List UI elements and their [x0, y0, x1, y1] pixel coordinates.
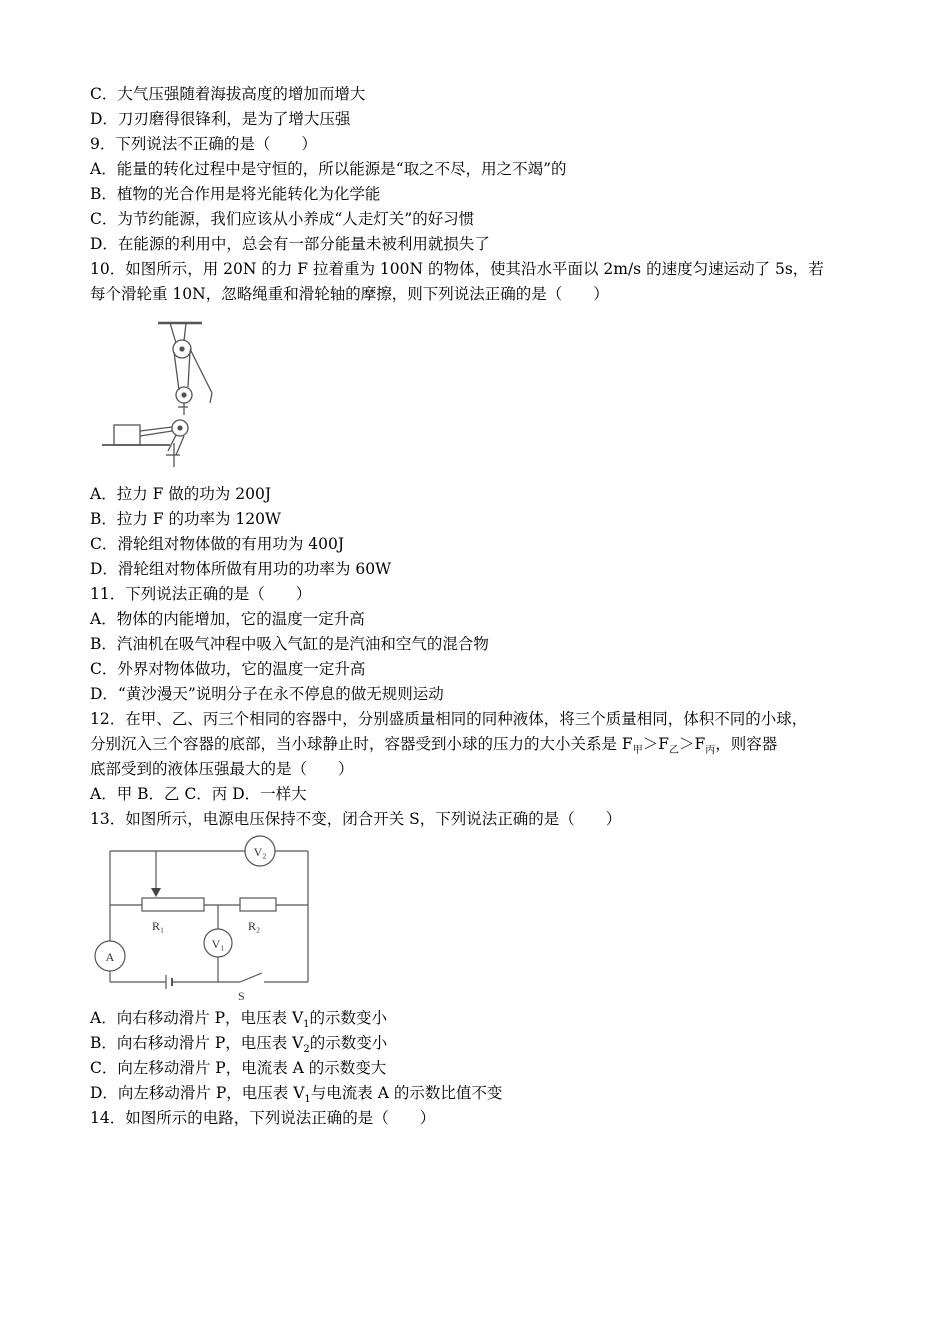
option-11b: B．汽油机在吸气冲程中吸入气缸的是汽油和空气的混合物: [90, 635, 489, 653]
q13a-post: 的示数变小: [309, 1009, 388, 1027]
q12-sub-yi: 乙: [668, 745, 679, 757]
option-9c: C．为节约能源，我们应该从小养成“人走灯关”的好习惯: [90, 210, 475, 228]
switch-label: S: [238, 989, 245, 1003]
question-12-line2: [90, 734, 778, 757]
option-10b: B．拉力 F 的功率为 120W: [90, 510, 281, 528]
option-11a: A．物体的内能增加，它的温度一定升高: [90, 610, 365, 628]
question-12-line1: 12．在甲、乙、丙三个相同的容器中，分别盛质量相同的同种液体，将三个质量相同，体积不同的小球，: [90, 710, 808, 728]
question-10-line2: 每个滑轮重 10N，忽略绳重和滑轮轴的摩擦，则下列说法正确的是（ ）: [90, 285, 609, 303]
question-10-line1: 10．如图所示，用 20N 的力 F 拉着重为 100N 的物体，使其沿水平面以 2m/s 的速度匀速运动了 5s，若: [90, 260, 824, 278]
option-8d: D．刀刃磨得很锋利，是为了增大压强: [90, 110, 351, 128]
option-13a: [90, 1008, 388, 1031]
q12-sub-bing: 丙: [705, 745, 716, 757]
option-9a: A．能量的转化过程中是守恒的，所以能源是“取之不尽，用之不竭”的: [90, 160, 567, 178]
q13a-sub: 1: [303, 1019, 310, 1031]
question-13: 13．如图所示，电源电压保持不变，闭合开关 S，下列说法正确的是（ ）: [90, 810, 622, 828]
option-13d: [90, 1083, 503, 1106]
option-13c: C．向左移动滑片 P，电流表 A 的示数变大: [90, 1059, 387, 1077]
option-11d: D．“黄沙漫天”说明分子在永不停息的做无规则运动: [90, 685, 444, 703]
option-10a: A．拉力 F 做的功为 200J: [90, 485, 272, 503]
option-10d: D．滑轮组对物体所做有用功的功率为 60W: [90, 560, 392, 578]
option-9b: B．植物的光合作用是将光能转化为化学能: [90, 185, 381, 203]
question-12-line3: 底部受到的液体压强最大的是（ ）: [90, 760, 354, 778]
ammeter-label: A: [105, 950, 115, 964]
q12-sub-jia: 甲: [632, 745, 643, 757]
q13b-pre: B．向右移动滑片 P，电压表 V: [90, 1034, 304, 1052]
pulley-figure: [100, 315, 230, 475]
question-11: 11．下列说法正确的是（ ）: [90, 585, 312, 603]
q12-text-m1: ＞F: [642, 735, 669, 753]
options-12: A．甲 B．乙 C．丙 D．一样大: [90, 785, 307, 803]
q13a-pre: A．向右移动滑片 P，电压表 V: [90, 1009, 304, 1027]
question-14: 14．如图所示的电路，下列说法正确的是（ ）: [90, 1109, 436, 1127]
q12-text-m2: ＞F: [678, 735, 706, 753]
q13d-pre: D．向左移动滑片 P，电压表 V: [90, 1084, 305, 1102]
q13b-sub: 2: [303, 1044, 310, 1056]
q12-text-post: ，则容器: [715, 735, 778, 753]
question-9: 9．下列说法不正确的是（ ）: [90, 135, 317, 153]
circuit-figure: [90, 835, 320, 1005]
option-10c: C．滑轮组对物体做的有用功为 400J: [90, 535, 345, 553]
q13d-post: 与电流表 A 的示数比值不变: [310, 1084, 503, 1102]
v1-label: V₁: [211, 937, 225, 951]
option-13b: [90, 1033, 388, 1056]
q13b-post: 的示数变小: [309, 1034, 388, 1052]
r1-label: R₁: [152, 919, 165, 933]
r2-label: R₂: [248, 919, 261, 933]
v2-label: V₂: [253, 845, 267, 859]
option-11c: C．外界对物体做功，它的温度一定升高: [90, 660, 366, 678]
q12-text-pre: 分别沉入三个容器的底部，当小球静止时，容器受到小球的压力的大小关系是 F: [90, 735, 633, 753]
option-8c: C．大气压强随着海拔高度的增加而增大: [90, 85, 366, 103]
q13d-sub: 1: [304, 1094, 311, 1106]
option-9d: D．在能源的利用中，总会有一部分能量未被利用就损失了: [90, 235, 490, 253]
